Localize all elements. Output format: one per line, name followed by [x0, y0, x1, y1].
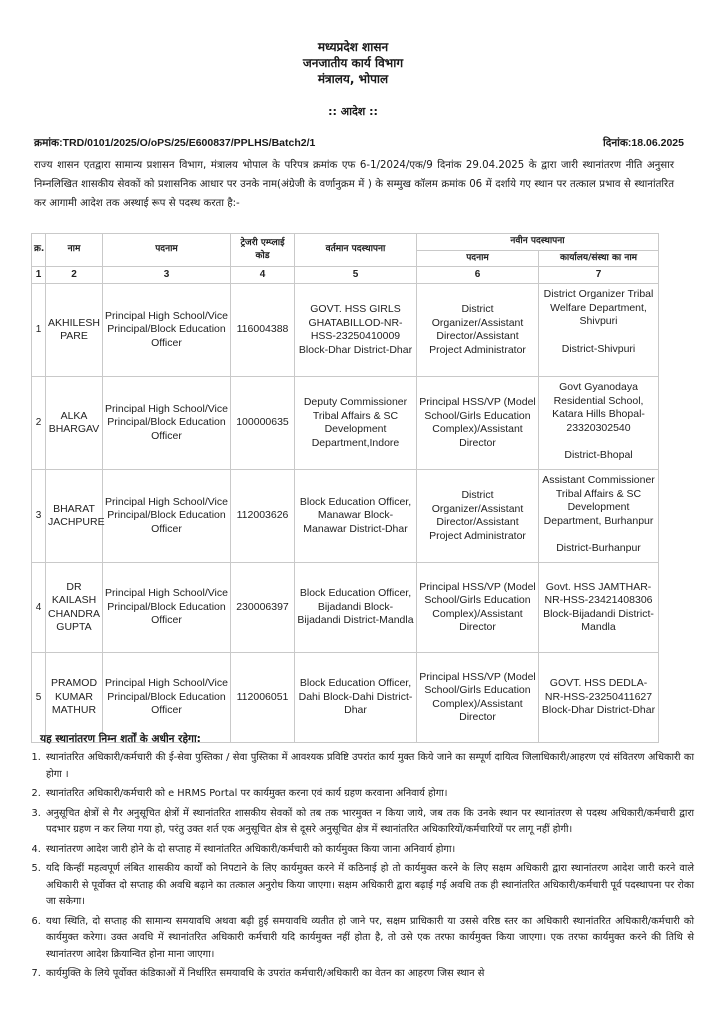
condition-item: 2. स्थानांतरित अधिकारी/कर्मचारी को e HRMS Portal पर कार्यमुक्त करना एवं कार्य ग्रहण करवाना अनिवार्य होगा।: [44, 786, 694, 803]
row-designation: Principal High School/Vice Principal/Block Education Officer: [103, 470, 231, 563]
header-treasury-code: ट्रेजरी एम्प्लाई कोड: [231, 234, 295, 267]
table-row: [32, 377, 659, 470]
header-department: जनजातीय कार्य विभाग: [302, 56, 404, 70]
column-number: 6: [417, 267, 539, 284]
row-new-designation: District Organizer/Assistant Director/Assistant Project Administrator: [417, 284, 539, 377]
row-new-designation: Principal HSS/VP (Model School/Girls Education Complex)/Assistant Director: [417, 563, 539, 653]
row-treasury-code: 100000635: [231, 377, 295, 470]
row-sn: 5: [32, 653, 46, 743]
conditions-list: [26, 750, 694, 986]
column-number: 2: [46, 267, 103, 284]
header-new-designation: पदनाम: [417, 250, 539, 267]
row-sn: 1: [32, 284, 46, 377]
row-sn: 3: [32, 470, 46, 563]
row-new-designation: Principal HSS/VP (Model School/Girls Education Complex)/Assistant Director: [417, 377, 539, 470]
column-number: 3: [103, 267, 231, 284]
row-new-designation: District Organizer/Assistant Director/Assistant Project Administrator: [417, 470, 539, 563]
row-designation: Principal High School/Vice Principal/Block Education Officer: [103, 377, 231, 470]
table-row: [32, 653, 659, 743]
row-new-office: [539, 470, 659, 563]
row-office-district: District-Shivpuri: [561, 342, 636, 355]
row-current-posting: Block Education Officer, Manawar Block-Manawar District-Dhar: [295, 470, 417, 563]
header-government: मध्यप्रदेश शासन: [317, 40, 389, 54]
condition-item: 6. यथा स्थिति, दो सप्ताह की सामान्य समयावधि अथवा बढ़ी हुई समयावधि व्यतीत हो जाने पर, सक्षम प्राधिकारी या उससे वरिष्ठ स्तर का अधिकारी स्थानांतरित अधिकारी/कर्मचारी को कार्यमुक्त करेगा। उक्त अवधि में स्थानांतरित अधिकारी कर्मचारी यदि कार्यमुक्त नहीं होता है, तो उसे एक तरफा कार्यमुक्त किया जाएगा। एक तरफा कार्यमुक्त करने की तिथि से स्थानांतरण आदेश क्रियान्वित होना माना जाएगा।: [44, 914, 694, 964]
conditions-title: यह स्थानांतरण निम्न शर्तों के अधीन रहेगा:: [40, 733, 201, 745]
row-office-name: Govt Gyanodaya Residential School, Katara Hills Bhopal-23320302540: [552, 381, 645, 434]
header-ministry: मंत्रालय, भोपाल: [317, 72, 389, 86]
table-row: [32, 284, 659, 377]
condition-item: 1. स्थानांतरित अधिकारी/कर्मचारी की ई-सेवा पुस्तिका / सेवा पुस्तिका में आवश्यक प्रविष्टि उपरांत कार्य मुक्त किये जाने का सम्पूर्ण दायित्व जिलाधिकारी/आहरण एवं संवितरण अधिकारी का होगा ।: [44, 750, 694, 783]
column-number: 4: [231, 267, 295, 284]
row-designation: Principal High School/Vice Principal/Block Education Officer: [103, 653, 231, 743]
header-designation: पदनाम: [103, 234, 231, 267]
row-new-office: [539, 377, 659, 470]
column-number: 5: [295, 267, 417, 284]
row-new-office: GOVT. HSS DEDLA-NR-HSS-23250411627 Block-Dhar District-Dhar: [539, 653, 659, 743]
order-title: :: आदेश ::: [328, 105, 378, 118]
condition-item: 7. कार्यमुक्ति के लिये पूर्वोक्त कंडिकाओं में निर्धारित समयावधि के उपरांत कर्मचारी/अधिकारी का वेतन का आहरण जिस स्थान से: [44, 966, 694, 983]
header-current-posting: वर्तमान पदस्थापना: [295, 234, 417, 267]
reference-number: क्रमांक:TRD/0101/2025/O/oPS/25/E600837/PPLHS/Batch2/1: [34, 137, 316, 149]
condition-item: 4. स्थानांतरण आदेश जारी होने के दो सप्ताह में स्थानांतरित अधिकारी/कर्मचारी को कार्यमुक्त किया जाना अनिवार्य होगा।: [44, 842, 694, 859]
row-name: PRAMOD KUMAR MATHUR: [46, 653, 103, 743]
intro-paragraph: राज्य शासन एतद्वारा सामान्य प्रशासन विभाग, मंत्रालय भोपाल के परिपत्र क्रमांक एफ 6-1/2024/एक/9 दिनांक 29.04.2025 के द्वारा जारी स्थानांतरण नीति अनुसार निम्नलिखित शासकीय सेवकों को प्रशासनिक आधार पर उनके नाम(अंग्रेजी के वर्णानुक्रम में ) के सम्मुख कॉलम क्रमांक 06 में दर्शाये गए स्थान पर तत्काल प्रभाव से स्थानांतरित कर आगामी आदेश तक अस्थाई रूप से पदस्थ करता है:-: [34, 160, 674, 209]
row-current-posting: Block Education Officer, Bijadandi Block-Bijadandi District-Mandla: [295, 563, 417, 653]
table-row: [32, 470, 659, 563]
row-new-designation: Principal HSS/VP (Model School/Girls Education Complex)/Assistant Director: [417, 653, 539, 743]
header-new-office: कार्यालय/संस्था का नाम: [539, 250, 659, 267]
row-designation: Principal High School/Vice Principal/Block Education Officer: [103, 563, 231, 653]
condition-item: 5. यदि किन्हीं महत्वपूर्ण लंबित शासकीय कार्यों को निपटाने के लिए कार्यमुक्त करने में कठिनाई हो तो कार्यमुक्त करने के लिए सक्षम अधिकारी द्वारा स्थानांतरण आदेश जारी करने वाले अधिकारी से पूर्वोक्त दो सप्ताह की अवधि बढ़ाने का तत्काल अनुरोध किया जाएगा। सक्षम अधिकारी द्वारा बढ़ाई गई अवधि तक ही स्थानांतरित अधिकारी/कर्मचारी पूर्व पदस्थापना पर रोका जा सकेगा।: [44, 861, 694, 911]
row-sn: 4: [32, 563, 46, 653]
row-new-office: [539, 284, 659, 377]
row-treasury-code: 116004388: [231, 284, 295, 377]
row-sn: 2: [32, 377, 46, 470]
row-new-office: Govt. HSS JAMTHAR-NR-HSS-23421408306 Block-Bijadandi District-Mandla: [539, 563, 659, 653]
header-name: नाम: [46, 234, 103, 267]
header-new-posting: नवीन पदस्थापना: [417, 234, 659, 251]
row-treasury-code: 112003626: [231, 470, 295, 563]
row-office-district: District-Bhopal: [564, 449, 633, 461]
row-current-posting: Deputy Commissioner Tribal Affairs & SC Development Department,Indore: [295, 377, 417, 470]
row-office-name: District Organizer Tribal Welfare Department, Shivpuri: [543, 288, 654, 327]
column-number: 7: [539, 267, 659, 284]
order-date: दिनांक:18.06.2025: [603, 137, 684, 149]
row-name: BHARAT JACHPURE: [46, 470, 103, 563]
row-designation: Principal High School/Vice Principal/Block Education Officer: [103, 284, 231, 377]
row-office-district: District-Burhanpur: [556, 542, 641, 554]
condition-item: 3. अनुसूचित क्षेत्रों से गैर अनुसूचित क्षेत्रों में स्थानांतरित शासकीय सेवकों को तब तक भारमुक्त न किया जाये, जब तक कि उनके स्थान पर स्थानांतरण से पदस्थ अधिकारी/कर्मचारी द्वारा पदभार ग्रहण न कर लिया गया हो, परंतु उक्त शर्त एक अनुसूचित क्षेत्र से दूसरे अनुसूचित क्षेत्र में स्थानांतरित अधिकारियों/कर्मचारियों पर लागू नहीं होगी।: [44, 806, 694, 839]
column-number: 1: [32, 267, 46, 284]
row-office-name: Assistant Commissioner Tribal Affairs & SC Development Department, Burhanpur: [542, 474, 655, 527]
column-number-row: [32, 267, 659, 284]
row-name: DR KAILASH CHANDRA GUPTA: [46, 563, 103, 653]
transfer-table: [31, 233, 659, 743]
row-name: ALKA BHARGAV: [46, 377, 103, 470]
row-name: AKHILESH PARE: [46, 284, 103, 377]
row-current-posting: Block Education Officer, Dahi Block-Dahi District-Dhar: [295, 653, 417, 743]
header-sn: क्र.: [32, 234, 46, 267]
row-current-posting: GOVT. HSS GIRLS GHATABILLOD-NR-HSS-23250410009 Block-Dhar District-Dhar: [295, 284, 417, 377]
row-treasury-code: 230006397: [231, 563, 295, 653]
table-row: [32, 563, 659, 653]
row-treasury-code: 112006051: [231, 653, 295, 743]
